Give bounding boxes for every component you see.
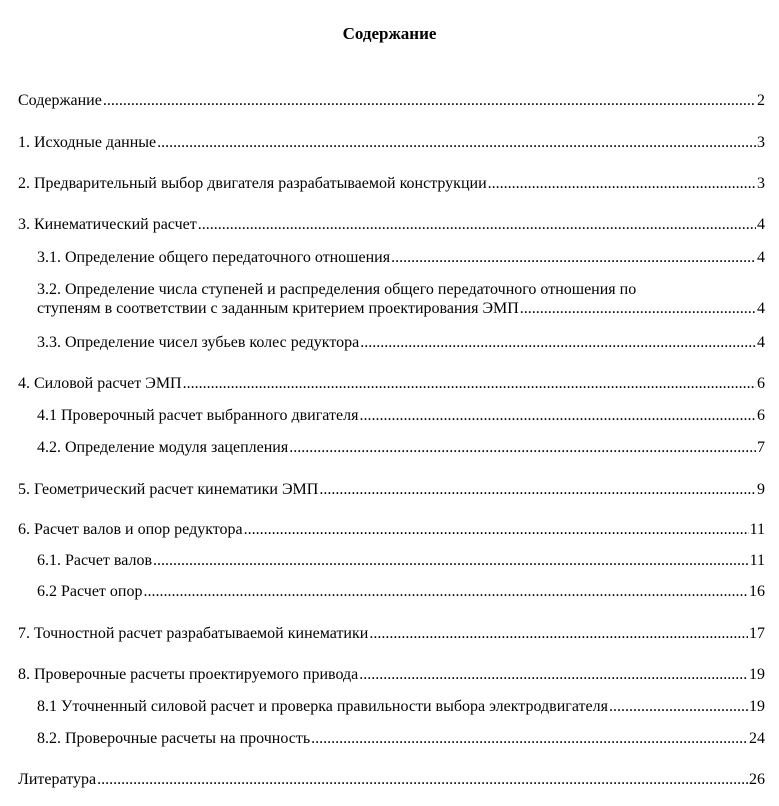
toc-entry-text: Литература	[18, 771, 97, 788]
toc-page-number: 4	[757, 216, 765, 233]
toc-page-number: 17	[749, 625, 765, 642]
toc-leader-dots	[319, 480, 756, 499]
toc-entry-contents[interactable]	[18, 91, 765, 110]
toc-page-number: 4	[757, 334, 765, 351]
toc-page-number: 9	[757, 481, 765, 498]
toc-entry-text: 3.3. Определение чисел зубьев колес редуктора	[37, 334, 360, 351]
toc-entry-3[interactable]	[18, 215, 765, 234]
page-title: Содержание	[342, 24, 437, 43]
toc-page-number: 26	[749, 771, 765, 788]
toc-entry-text: 4. Силовой расчет ЭМП	[18, 375, 182, 392]
toc-entry-text: 4.1 Проверочный расчет выбранного двигателя	[37, 407, 359, 424]
toc-page-number: 6	[757, 375, 765, 392]
toc-leader-dots	[143, 582, 748, 601]
toc-leader-dots	[97, 770, 748, 789]
toc-entry-text: 6.1. Расчет валов	[37, 552, 153, 569]
toc-leader-dots	[360, 333, 756, 352]
toc-leader-dots	[391, 248, 756, 267]
toc-leader-dots	[289, 438, 756, 457]
toc-leader-dots	[198, 215, 756, 234]
toc-page-number: 19	[749, 666, 765, 683]
toc-page-number: 4	[757, 249, 765, 266]
toc-leader-dots	[103, 91, 756, 110]
toc-entry-text: 3. Кинематический расчет	[18, 216, 197, 233]
toc-entry-6[interactable]	[18, 520, 765, 539]
toc-entry-5[interactable]	[18, 480, 765, 499]
toc-entry-3-2[interactable]	[37, 280, 765, 318]
toc-entry-8[interactable]	[18, 665, 765, 684]
toc-page-number: 11	[749, 552, 765, 569]
toc-entry-text: 7. Точностной расчет разрабатываемой кинематики	[18, 625, 369, 642]
toc-page-number: 19	[749, 698, 765, 715]
toc-entry-text: 6.2 Расчет опор	[37, 583, 143, 600]
toc-leader-dots	[609, 697, 748, 716]
toc-leader-dots	[183, 374, 756, 393]
toc-entry-4-2[interactable]	[37, 438, 765, 457]
toc-page-number: 4	[757, 300, 765, 317]
toc-entry-text-line1: 3.2. Определение числа ступеней и распределения общего передаточного отношения по	[37, 281, 637, 298]
toc-leader-dots	[359, 665, 748, 684]
toc-page-number: 3	[757, 175, 765, 192]
toc-entry-3-3[interactable]	[37, 333, 765, 352]
toc-leader-dots	[311, 729, 748, 748]
toc-entry-4[interactable]	[18, 374, 765, 393]
toc-entry-8-2[interactable]	[37, 729, 765, 748]
toc-entry-text: 6. Расчет валов и опор редуктора	[18, 521, 243, 538]
toc-entry-text: Содержание	[18, 92, 102, 109]
toc-leader-dots	[488, 174, 756, 193]
toc-page-number: 7	[757, 439, 765, 456]
toc-entry-7[interactable]	[18, 624, 765, 643]
toc-entry-text: 3.1. Определение общего передаточного отношения	[37, 249, 391, 266]
toc-entry-text: 1. Исходные данные	[18, 134, 157, 151]
toc-leader-dots	[153, 551, 749, 570]
toc-entry-text: 2. Предварительный выбор двигателя разрабатываемой конструкции	[18, 175, 487, 192]
toc-page-number: 11	[749, 521, 765, 538]
toc-entry-text-line2: ступеням в соответствии с заданным критерием проектирования ЭМП	[37, 300, 519, 317]
toc-leader-dots	[157, 133, 756, 152]
toc-leader-dots	[359, 406, 756, 425]
toc-entry-2[interactable]	[18, 174, 765, 193]
toc-leader-dots	[520, 299, 756, 318]
toc-entry-1[interactable]	[18, 133, 765, 152]
toc-page-number: 3	[757, 134, 765, 151]
toc-entry-text: 8.2. Проверочные расчеты на прочность	[37, 730, 311, 747]
toc-entry-8-1[interactable]	[37, 697, 765, 716]
toc-entry-6-2[interactable]	[37, 582, 765, 601]
toc-page-number: 6	[757, 407, 765, 424]
toc-page-number: 16	[749, 583, 765, 600]
toc-leader-dots	[369, 624, 748, 643]
toc-entry-text: 8.1 Уточненный силовой расчет и проверка правильности выбора электродвигателя	[37, 698, 608, 715]
toc-leader-dots	[244, 520, 749, 539]
toc-entry-4-1[interactable]	[37, 406, 765, 425]
toc-entry-text: 4.2. Определение модуля зацепления	[37, 439, 289, 456]
toc-page-number: 24	[749, 730, 765, 747]
toc-page-number: 2	[757, 92, 765, 109]
toc-entry-3-1[interactable]	[37, 248, 765, 267]
toc-entry-text: 8. Проверочные расчеты проектируемого привода	[18, 666, 359, 683]
toc-entry-6-1[interactable]	[37, 551, 765, 570]
toc-entry-literature[interactable]	[18, 770, 765, 789]
toc-entry-text: 5. Геометрический расчет кинематики ЭМП	[18, 481, 319, 498]
